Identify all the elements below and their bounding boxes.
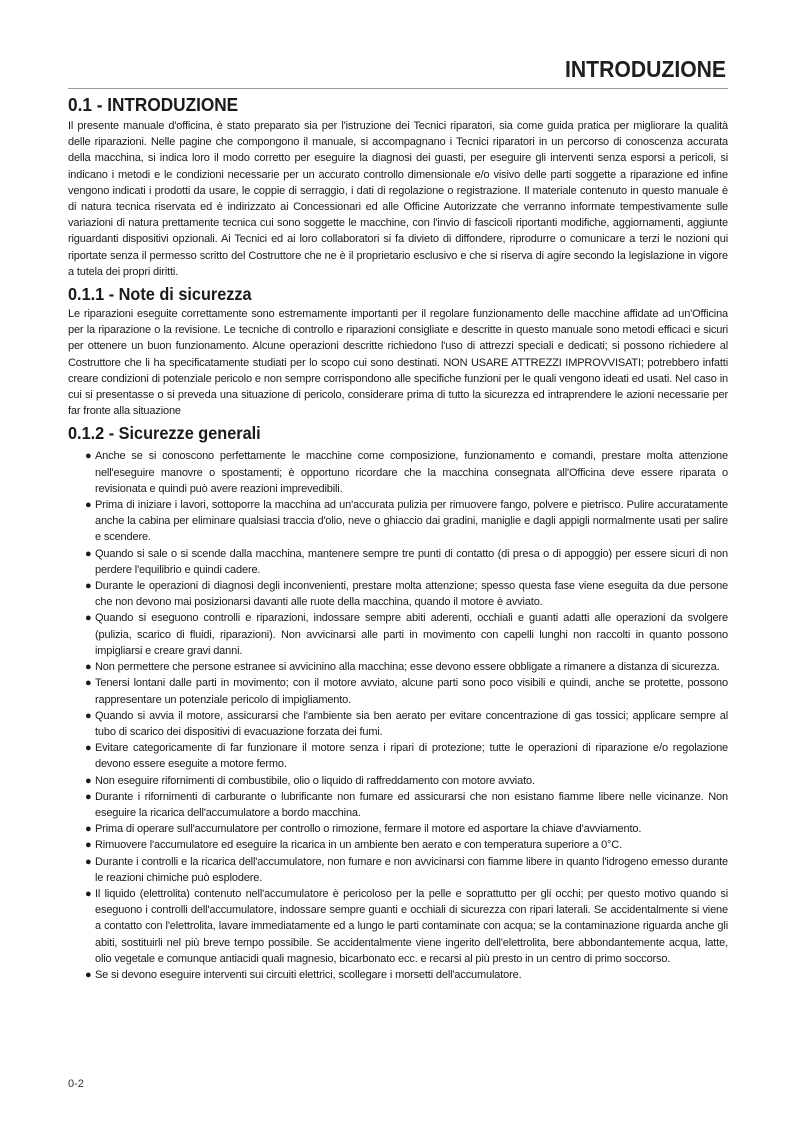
list-item [68,740,728,772]
bullet-icon: ● [85,887,92,900]
list-item-text: Prima di operare sull'accumulatore per controllo o rimozione, fermare il motore ed asportare la chiave d'avviamento. [95,823,642,836]
list-item [68,546,728,578]
bullet-icon: ● [85,968,92,981]
list-item-text: Prima di iniziare i lavori, sottoporre la macchina ad un'accurata pulizia per rimuovere fango, polvere e pietrisco. Pulire accuratamente anche la cabina per eliminare qualsiasi traccia d'olio, neve o ghiaccio dai gradini, maniglie e dagli appigli normalmente usati per salire e scendere. [95,499,728,544]
section-heading-introduzione: 0.1 - INTRODUZIONE [68,94,239,115]
bullet-icon: ● [85,790,92,803]
list-item-text: Durante i rifornimenti di carburante o lubrificante non fumare ed assicurarsi che non esistano fiamme libere nelle vicinanze. Non eseguire la ricarica dell'accumulatore a bordo macchina. [95,790,728,819]
section-paragraph-note-sicurezza: Le riparazioni eseguite correttamente sono estremamente importanti per il regolare funzionamento delle macchine affidate ad un'Officina per la riparazione o la revisione. Le tecniche di controllo e riparazioni consigliate e descritte in questo manuale sono metodi efficaci e sicuri per ottenere un buon funzionamento. Alcune operazioni descritte richiedono l'uso di attrezzi speciali e dedicati; si possono richiedere al Costruttore che li ha specificatamente studiati per lo scopo cui sono destinati. NON USARE ATTREZZI IMPROVVISATI; potrebbero infatti creare condizioni di potenziale pericolo e non sempre corrispondono alle specifiche funzioni per le quali vengono ideati ed usati. Nel caso in cui si presentasse o si preveda una situazione di pericolo, considerare prima di tutto la sicurezza ed intraprendere le azioni necessarie per far fronte alla situazione [68,308,728,418]
bullet-icon: ● [85,499,92,512]
section-heading-sicurezze-generali: 0.1.2 - Sicurezze generali [68,423,261,444]
list-item [68,448,728,497]
list-item-text: Quando si sale o si scende dalla macchina, mantenere sempre tre punti di contatto (di presa o di appoggio) per essere sicuri di non perdere l'equilibrio e quindi cadere. [95,547,728,576]
safety-bullet-list [68,448,728,983]
list-item-text: Se si devono eseguire interventi sui circuiti elettrici, scollegare i morsetti dell'accumulatore. [95,968,522,981]
bullet-icon: ● [85,839,92,852]
bullet-icon: ● [85,774,92,787]
page-number: 0-2 [68,1078,84,1090]
bullet-icon: ● [85,823,92,836]
list-item [68,967,728,983]
list-item-text: Durante i controlli e la ricarica dell'accumulatore, non fumare e non avvicinarsi con fiamme libere in quanto l'idrogeno emesso durante le reazioni chimiche può esplodere. [95,855,728,884]
list-item-text: Anche se si conoscono perfettamente le macchine come composizione, funzionamento e comandi, prestare molta attenzione nell'eseguire manovre o spostamenti; è opportuno ricordare che la macchina consegnata all'Officina deve essere riparata o revisionata e quindi può avere reazioni imprevedibili. [95,450,728,495]
bullet-icon: ● [85,547,92,560]
list-item-text: Rimuovere l'accumulatore ed eseguire la ricarica in un ambiente ben aerato e con temperatura superiore a 0°C. [95,839,622,852]
list-item-text: Evitare categoricamente di far funzionare il motore senza i ripari di protezione; tutte le operazioni di riparazione e/o regolazione devono essere eseguite a motore fermo. [95,742,728,771]
bullet-icon: ● [85,709,92,722]
list-item-text: Quando si eseguono controlli e riparazioni, indossare sempre abiti aderenti, occhiali e guanti adatti alle operazioni da svolgere (pulizia, scarico di fluidi, riparazioni). Non avvicinarsi alle parti in movimento con capelli lunghi non raccolti in quanto possono impigliarsi e creare gravi danni. [95,612,728,657]
section-heading-note-sicurezza: 0.1.1 - Note di sicurezza [68,284,252,305]
bullet-icon: ● [85,677,92,690]
bullet-icon: ● [85,580,92,593]
list-item-text: Tenersi lontani dalle parti in movimento; con il motore avviato, alcune parti sono poco visibili e quindi, anche se protette, possono rappresentare un potenziale pericolo di impigliamento. [95,677,728,706]
list-item-text: Durante le operazioni di diagnosi degli inconvenienti, prestare molta attenzione; spesso questa fase viene eseguita da due persone che non devono mai posizionarsi davanti alle ruote della macchina, quando il motore è avviato. [95,580,728,609]
header-divider [68,88,728,89]
bullet-icon: ● [85,742,92,755]
bullet-icon: ● [85,612,92,625]
list-item [68,610,728,659]
section-paragraph-introduzione: Il presente manuale d'officina, è stato preparato sia per l'istruzione dei Tecnici riparatori, sia come guida pratica per migliorare la qualità delle riparazioni. Nelle pagine che compongono il manuale, si accompagnano i Tecnici riparatori in un percorso di conoscenza accurata della macchina, si indica loro il modo corretto per eseguire la diagnosi dei guasti, per eseguire gli interventi senza esporsi a pericoli, si indicano i metodi e le condizioni necessarie per un accurato controllo dimensionale e/o visivo delle parti soggette a riparazione ed infine vengono indicati i prodotti da usare, le coppie di serraggio, i dati di regolazione o registrazione. Il materiale contenuto in questo manuale è di natura tecnica riservata ed è indirizzato ai Concessionari ed alle Officine Autorizzate che verranno informate tempestivamente sulle variazioni di natura prettamente tecnica cui sono soggette le macchine, con l'invio di fascicoli riportanti modifiche, aggiornamenti, aggiunte riguardanti dispositivi opzionali. Ai Tecnici ed ai loro collaboratori si fa divieto di diffondere, riprodurre o comunicare a terzi le nozioni qui riportate senza il permesso scritto del Costruttore che ne è il proprietario esclusivo e che si riserva di agire secondo la legislazione in vigore a tutela dei propri diritti. [68,120,728,278]
list-item [68,886,728,967]
list-item [68,497,728,546]
page-header-title: INTRODUZIONE [564,56,726,82]
list-item [68,773,728,789]
list-item [68,578,728,610]
bullet-icon: ● [85,450,92,463]
list-item [68,837,728,853]
list-item-text: Il liquido (elettrolita) contenuto nell'accumulatore è pericoloso per la pelle e soprattutto per gli occhi; per questo motivo quando si eseguono i controlli dell'accumulatore, indossare sempre guanti e occhiali di sicurezza con ripari laterali. Se accidentalmente si viene a contatto con l'elettrolita, lavare immediatamente ed a lungo le parti contaminate con acqua; se la contaminazione riguarda anche gli abiti, sostituirli nel più breve tempo possibile. Se accidentalmente viene ingerito dell'elettrolita, bere abbondantemente acqua, latte, olio vegetale e comunque antiacidi quali magnesio, bicarbonato ecc. e recarsi al più presto in un centro di primo soccorso. [95,887,728,965]
list-item-text: Non eseguire rifornimenti di combustibile, olio o liquido di raffreddamento con motore avviato. [95,774,535,787]
document-body [68,92,728,983]
list-item [68,789,728,821]
list-item [68,675,728,707]
list-item [68,821,728,837]
bullet-icon: ● [85,661,92,674]
list-item [68,708,728,740]
list-item-text: Non permettere che persone estranee si avvicinino alla macchina; esse devono essere obbligate a rimanere a distanza di sicurezza. [95,661,720,674]
list-item [68,659,728,675]
bullet-icon: ● [85,855,92,868]
list-item [68,854,728,886]
list-item-text: Quando si avvia il motore, assicurarsi che l'ambiente sia ben aerato per evitare concentrazione di gas tossici; applicare sempre al tubo di scarico dei dispositivi di evacuazione forzata dei fumi. [95,709,728,738]
